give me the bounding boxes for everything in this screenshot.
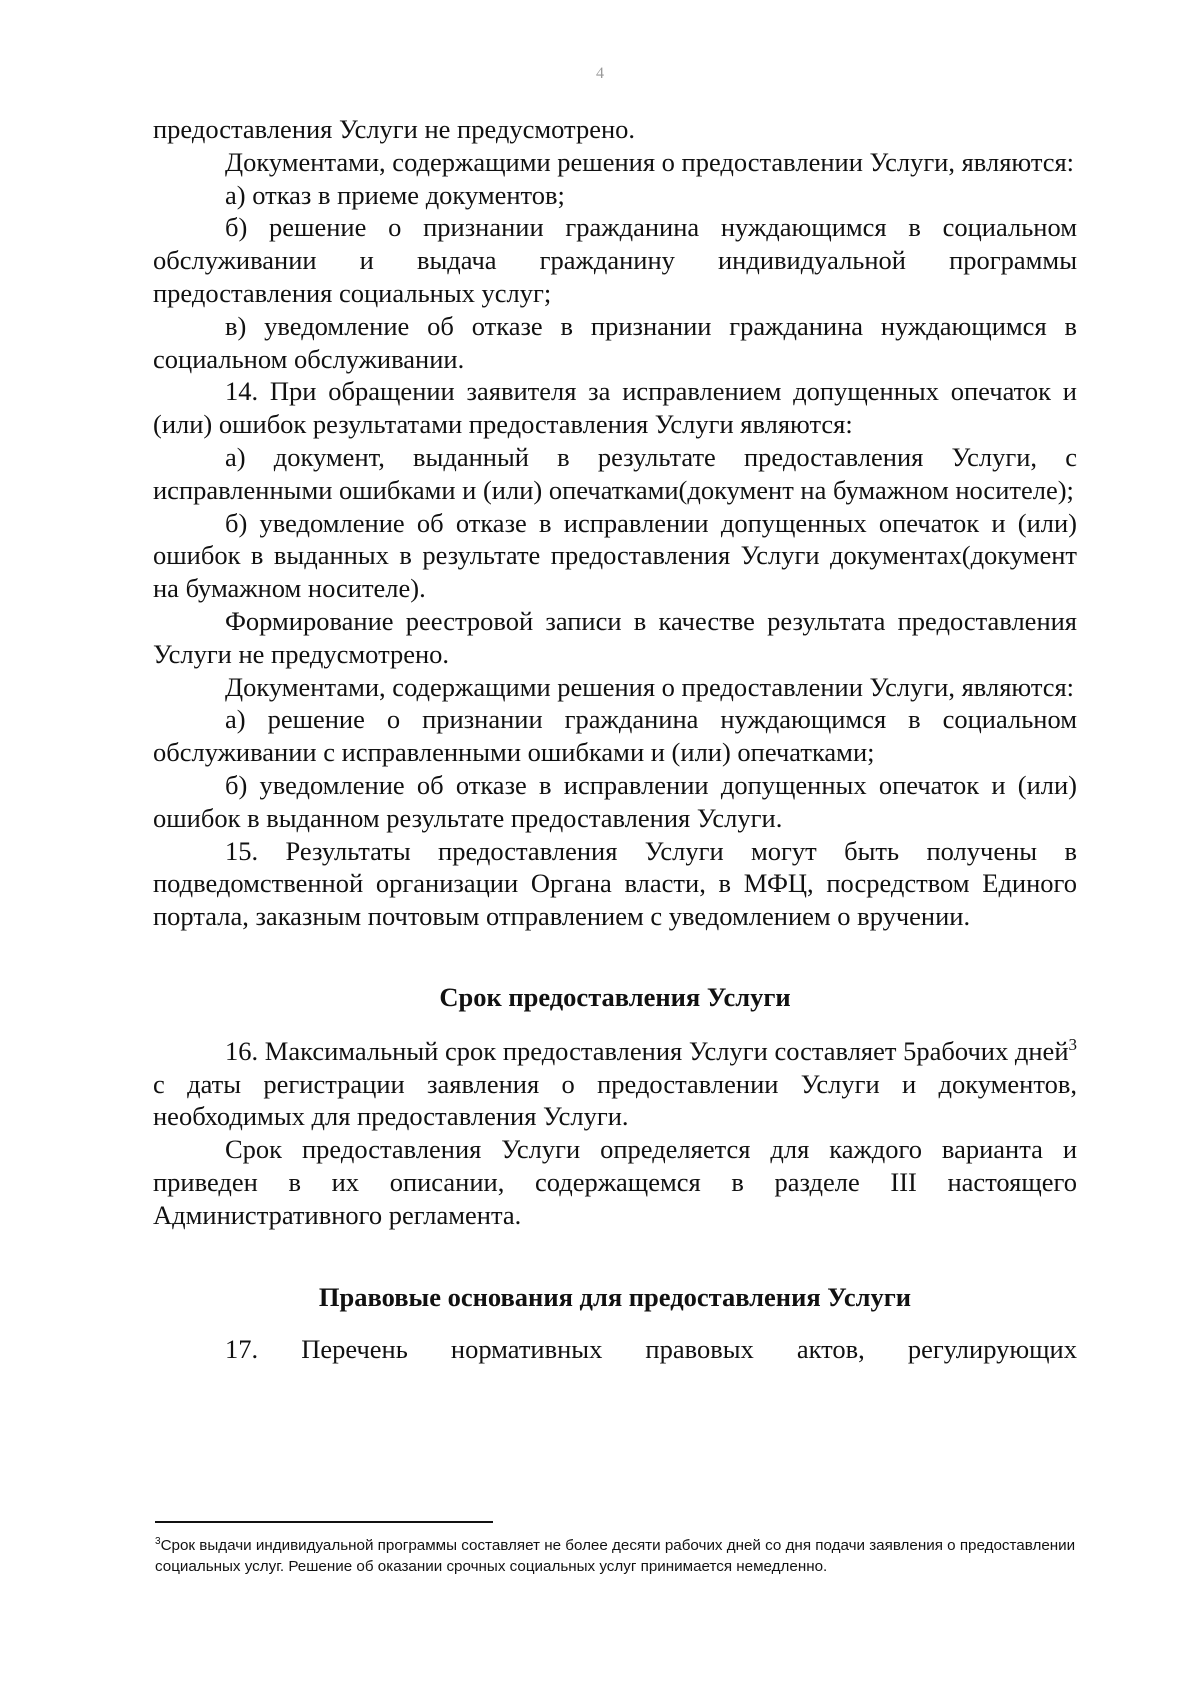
numbered-clause-17: 17. Перечень нормативных правовых актов, регулирующих [225, 1334, 1077, 1365]
list-item: б) уведомление об отказе в исправлении допущенных опечаток и (или) ошибок в выданных в результате предоставления Услуги документах(документ на бумажном носителе). [153, 507, 1077, 604]
paragraph: Формирование реестровой записи в качестве результата предоставления Услуги не предусмотрено. [153, 605, 1077, 669]
list-item: б) решение о признании гражданина нуждающимся в социальном обслуживании и выдача гражданину индивидуальной программы предоставления социальных услуг; [153, 212, 1077, 308]
list-item: а) решение о признании гражданина нуждающимся в социальном обслуживании с исправленными ошибками и (или) опечатками; [153, 704, 1077, 768]
footnote-reference[interactable]: 3 [1068, 1034, 1077, 1054]
clause-16-text-end: с даты регистрации заявления о предоставлении Услуги и документов, необходимых для предоставления Услуги. [153, 1068, 1077, 1132]
section-heading-term: Срок предоставления Услуги [439, 981, 791, 1012]
footnote-divider [155, 1521, 493, 1523]
paragraph: Срок предоставления Услуги определяется для каждого варианта и приведен в их описании, содержащемся в разделе III настоящего Административного регламента. [153, 1134, 1077, 1230]
list-item: а) отказ в приеме документов; [225, 179, 565, 210]
footnote [155, 1536, 1085, 1577]
paragraph: Документами, содержащими решения о предоставлении Услуги, являются: [225, 146, 1075, 177]
footnote-marker: 3 [155, 1535, 161, 1547]
numbered-clause-16 [153, 1035, 1077, 1133]
list-item: в) уведомление об отказе в признании гражданина нуждающимся в социальном обслуживании. [153, 310, 1077, 374]
clause-16-text-start: 16. Максимальный срок предоставления Услуги составляет 5рабочих дней [225, 1035, 1069, 1066]
list-item: а) документ, выданный в результате предоставления Услуги, с исправленными ошибками и (или) опечатками(документ на бумажном носителе); [153, 441, 1077, 505]
section-heading-legal: Правовые основания для предоставления Услуги [318, 1281, 912, 1312]
page-number: 4 [596, 65, 604, 82]
numbered-clause-14: 14. При обращении заявителя за исправлением допущенных опечаток и (или) ошибок результатами предоставления Услуги являются: [153, 376, 1077, 440]
paragraph: предоставления Услуги не предусмотрено. [153, 114, 636, 144]
paragraph: Документами, содержащими решения о предоставлении Услуги, являются: [225, 671, 1075, 702]
numbered-clause-15: 15. Результаты предоставления Услуги могут быть получены в подведомственной организации Органа власти, в МФЦ, посредством Единого портала, заказным почтовым отправлением с уведомлением о вручении. [153, 835, 1077, 932]
document-body [153, 113, 1077, 1366]
footnote-text: Срок выдачи индивидуальной программы составляет не более десяти рабочих дней со дня подачи заявления о предоставлении социальных услуг. Решение об оказании срочных социальных услуг принимается немедленно. [155, 1537, 1076, 1575]
list-item: б) уведомление об отказе в исправлении допущенных опечаток и (или) ошибок в выданном результате предоставления Услуги. [153, 769, 1077, 833]
